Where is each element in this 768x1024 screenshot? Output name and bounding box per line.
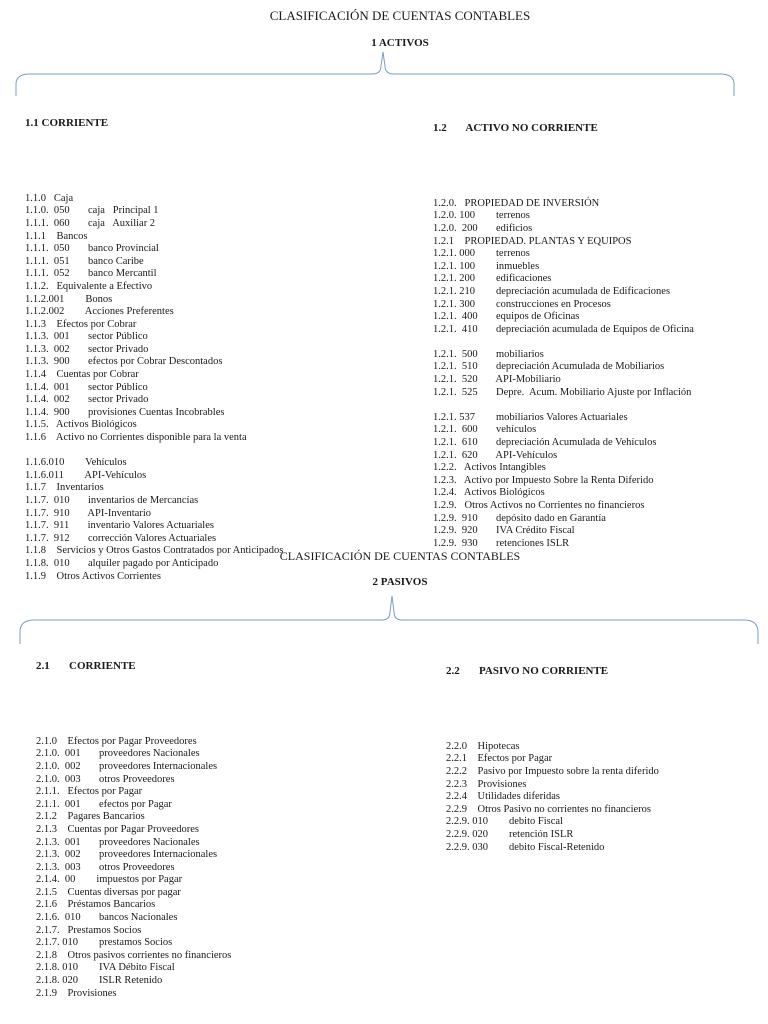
account-line: 2.1.8 Otros pasivos corrientes no financieros (36, 949, 232, 961)
account-line: 1.1.6 Activo no Corrientes disponible para la venta (25, 432, 247, 444)
section-2-right-column (446, 640, 659, 867)
account-line: 1.1.3 Efectos por Cobrar (25, 318, 137, 330)
account-line: 1.2.0. 200 edificios (433, 222, 533, 234)
account-line: 1.1.2.001 Bonos (25, 293, 113, 305)
account-line: 2.1.6 Préstamos Bancarios (36, 899, 156, 911)
account-line: 2.2.0 Hipotecas (446, 740, 520, 752)
account-line: 1.2.3. Activo por Impuesto Sobre la Renta Diferido (433, 474, 654, 486)
account-line: 1.1.6.010 Vehículos (25, 457, 127, 469)
account-line: 2.1.4. 00 impuestos por Pagar (36, 874, 183, 886)
account-line: 2.2.2 Pasivo por Impuesto sobre la renta diferido (446, 765, 659, 777)
section-1-title: CLASIFICACIÓN DE CUENTAS CONTABLES (269, 8, 531, 23)
account-line: 2.2.9. 030 debito Fiscal-Retenido (446, 841, 605, 853)
account-line: 2.1.7. Prestamos Socios (36, 924, 142, 936)
account-line: 2.1.3. 002 proveedores Internacionales (36, 849, 218, 861)
account-line: 2.1.7. 010 prestamos Socios (36, 937, 173, 949)
account-line: 1.2.1. 300 construcciones en Procesos (433, 298, 611, 310)
account-line: 1.2.1. 100 inmuebles (433, 260, 540, 272)
account-line: 2.1.2 Pagares Bancarios (36, 811, 145, 823)
section-2-left-heading: 2.1 CORRIENTE (36, 660, 136, 673)
account-line: 2.2.9. 010 debito Fiscal (446, 816, 563, 828)
account-line: 1.1.0. 050 caja Principal 1 (25, 205, 159, 217)
account-line: 1.1.7. 910 API-Inventario (25, 507, 151, 519)
section-2-title: CLASIFICACIÓN DE CUENTAS CONTABLES (279, 549, 521, 563)
account-line: 2.1.0 Efectos por Pagar Proveedores (36, 735, 197, 747)
account-line: 2.1.1. 001 efectos por Pagar (36, 798, 172, 810)
account-line: 1.1.1 Bancos (25, 230, 88, 242)
account-line: 1.1.7. 912 corrección Valores Actuariales (25, 532, 217, 544)
account-line: 1.2.4. Activos Biológicos (433, 487, 545, 499)
account-line: 1.2.9. Otros Activos no Corrientes no financieros (433, 500, 645, 511)
account-line: 1.2.1. 537 mobiliarios Valores Actuariales (433, 411, 628, 423)
account-line: 1.1.4. 900 provisiones Cuentas Incobrables (25, 406, 225, 418)
section-2-right-list (446, 741, 659, 854)
account-line: 1.1.7 Inventarios (25, 482, 104, 494)
account-line: 1.2.1. 200 edificaciones (433, 273, 552, 285)
account-line: 1.2.1. 520 API-Mobiliario (433, 374, 561, 386)
account-line: 1.1.0 Caja (25, 192, 74, 204)
account-line: 1.1.8 Servicios y Otros Gastos Contratados por Anticipados (25, 545, 284, 557)
account-line: 2.1.3 Cuentas por Pagar Proveedores (36, 823, 200, 835)
account-line: 2.1.6. 010 bancos Nacionales (36, 912, 178, 924)
account-line: 1.1.6.011 API-Vehículos (25, 469, 147, 481)
account-line: 1.2.9. 920 IVA Crédito Fiscal (433, 525, 575, 537)
account-line: 2.2.3 Provisiones (446, 778, 527, 790)
section-2-left-list (36, 736, 231, 1000)
account-line: 1.2.1 PROPIEDAD. PLANTAS Y EQUIPOS (433, 235, 632, 247)
account-line: 1.2.2. Activos Intangibles (433, 462, 546, 474)
account-line: 1.1.3. 001 sector Público (25, 331, 148, 343)
account-line: 2.1.3. 001 proveedores Nacionales (36, 836, 200, 848)
section-2-subtitle: 2 PASIVOS (372, 576, 428, 588)
account-line: 1.1.4. 002 sector Privado (25, 394, 149, 406)
account-line: 1.2.0. 100 terrenos (433, 210, 530, 222)
account-line: 1.1.1. 051 banco Caribe (25, 255, 144, 267)
account-line: 1.2.1. 525 Depre. Acum. Mobiliario Ajuste por Inflación (433, 386, 692, 398)
account-line: 1.1.1. 060 caja Auxiliar 2 (25, 217, 156, 229)
account-line: 1.2.1. 500 mobiliarios (433, 348, 544, 360)
account-line: 1.1.1. 052 banco Mercantil (25, 268, 157, 280)
account-line: 1.1.4. 001 sector Público (25, 381, 148, 393)
account-line: 1.1.7. 010 inventarios de Mercancías (25, 495, 199, 506)
account-line: 2.2.9. 020 retención ISLR (446, 828, 574, 840)
account-line: 1.2.0. PROPIEDAD DE INVERSIÓN (433, 197, 600, 209)
account-line: 1.1.3. 002 sector Privado (25, 343, 149, 355)
account-line: 1.1.3. 900 efectos por Cobrar Descontados (25, 356, 223, 368)
account-line: 1.2.1. 000 terrenos (433, 248, 530, 260)
account-line: 2.1.0. 002 proveedores Internacionales (36, 760, 218, 772)
account-line: 1.1.2. Equivalente a Efectivo (25, 280, 153, 292)
account-line: 2.1.9 Provisiones (36, 987, 117, 999)
account-line: 1.2.1. 610 depreciación Acumulada de Vehículos (433, 437, 657, 449)
account-line: 1.1.2.002 Acciones Preferentes (25, 306, 174, 318)
account-line: 1.2.1. 400 equipos de Oficinas (433, 311, 580, 323)
account-line: 2.1.0. 001 proveedores Nacionales (36, 748, 200, 760)
section-2-right-heading: 2.2 PASIVO NO CORRIENTE (446, 665, 609, 678)
account-line: 1.2.1. 410 depreciación acumulada de Equipos de Oficina (433, 323, 694, 335)
account-line: 1.1.5. Activos Biológicos (25, 419, 137, 431)
account-line: 2.1.0. 003 otros Proveedores (36, 773, 175, 785)
account-line: 2.2.9 Otros Pasivo no corrientes no financieros (446, 803, 652, 815)
account-line: 2.1.3. 003 otros Proveedores (36, 861, 175, 873)
account-line: 2.2.4 Utilidades diferidas (446, 791, 561, 803)
account-line: 2.1.8. 010 IVA Débito Fiscal (36, 962, 175, 974)
account-line: 2.1.8. 020 ISLR Retenido (36, 975, 163, 987)
section-1-right-heading: 1.2 ACTIVO NO CORRIENTE (433, 122, 598, 135)
account-line: 1.1.4 Cuentas por Cobrar (25, 369, 139, 381)
account-line: 1.1.9 Otros Activos Corrientes (25, 570, 161, 582)
account-line: 1.2.1. 620 API-Vehículos (433, 449, 558, 461)
account-line: 1.2.9. 930 retenciones ISLR (433, 537, 570, 549)
account-line: 1.1.7. 911 inventario Valores Actuariales (25, 520, 214, 532)
account-line: 1.2.1. 600 vehículos (433, 424, 537, 436)
account-line: 2.1.5 Cuentas diversas por pagar (36, 886, 181, 898)
account-line: 1.1.1. 050 banco Provincial (25, 243, 159, 255)
account-line: 2.1.1. Efectos por Pagar (36, 786, 143, 798)
account-line: 2.2.1 Efectos por Pagar (446, 753, 553, 765)
section-1-left-heading: 1.1 CORRIENTE (25, 117, 109, 130)
section-2-left-column (36, 635, 231, 1013)
account-line: 1.2.9. 910 depósito dado en Garantía (433, 512, 606, 524)
account-line: 1.2.1. 210 depreciación acumulada de Edificaciones (433, 285, 671, 297)
account-line: 1.1.8. 010 alquiler pagado por Anticipado (25, 557, 219, 569)
account-line: 1.2.1. 510 depreciación Acumulada de Mobiliarios (433, 361, 665, 373)
section-1-subtitle: 1 ACTIVOS (371, 37, 429, 49)
